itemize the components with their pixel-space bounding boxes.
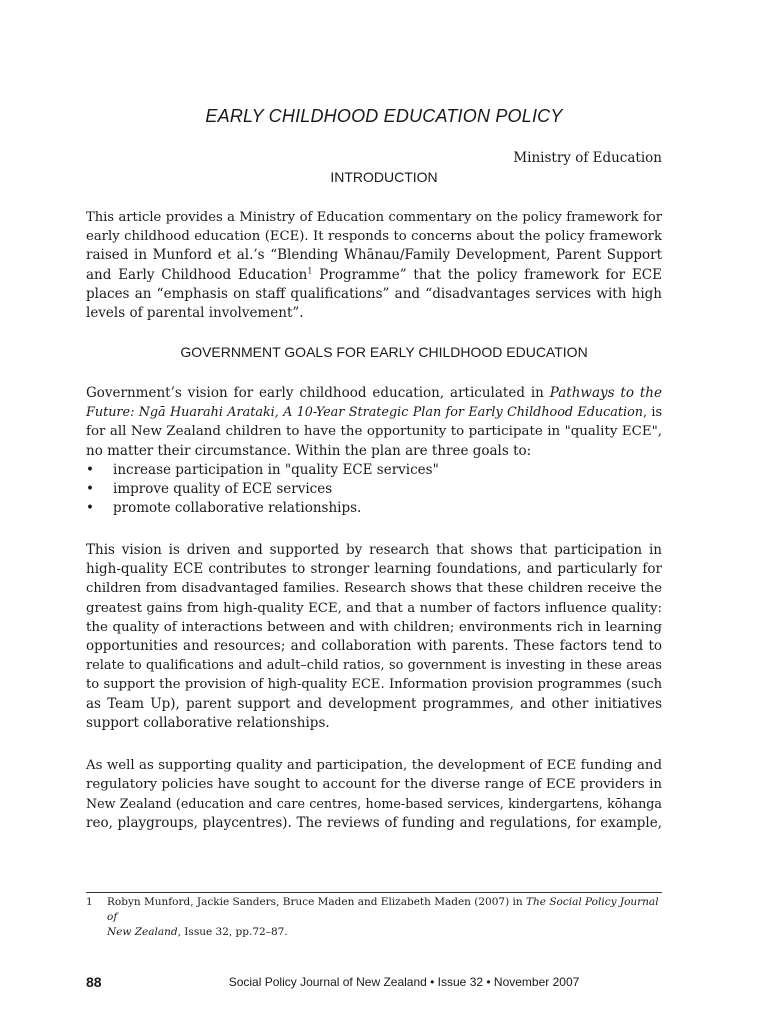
text-line: places an “emphasis on staff qualifications” and “disadvantages services with high xyxy=(86,285,662,302)
text-line: high-quality ECE contributes to stronger learning foundations, and particularly for xyxy=(86,561,662,578)
text-line: for all New Zealand children to have the opportunity to participate in "quality ECE", xyxy=(86,424,662,440)
vision-paragraph xyxy=(86,384,662,461)
footnote-number: 1 xyxy=(86,896,93,908)
text-fragment: , Issue 32, pp.72–87. xyxy=(177,926,288,938)
article-author: Ministry of Education xyxy=(513,150,662,166)
bullet: • xyxy=(86,481,94,498)
intro-paragraph xyxy=(86,208,662,323)
plan-title: Pathways to the xyxy=(549,385,662,401)
plan-title: Future: Ngā Huarahi Arataki, A 10-Year Strategic Plan for Early Childhood Education xyxy=(86,405,643,421)
page-number: 88 xyxy=(86,974,102,990)
journal-title: The Social Policy Journal of xyxy=(107,896,659,923)
bullet: • xyxy=(86,462,94,478)
text-line: early childhood education (ECE). It responds to concerns about the policy framework xyxy=(86,229,662,245)
journal-title: New Zealand xyxy=(107,926,178,938)
text-fragment: Government’s vision for early childhood education, articulated in xyxy=(86,385,544,401)
text-line: regulatory policies have sought to account for the diverse range of ECE providers in xyxy=(86,777,662,793)
list-item-text: promote collaborative relationships. xyxy=(113,500,362,517)
list-item-text: increase participation in "quality ECE services" xyxy=(113,462,439,478)
text-line: reo, playgroups, playcentres). The reviews of funding and regulations, for example, xyxy=(86,814,662,831)
text-line: to support the provision of high-quality ECE. Information provision programmes (such xyxy=(86,677,662,693)
text-line: relate to qualifications and adult–child ratios, so government is investing in these areas xyxy=(86,658,662,674)
text-line: levels of parental involvement”. xyxy=(86,305,304,322)
text-fragment: Robyn Munford, Jackie Sanders, Bruce Maden and Elizabeth Maden (2007) in xyxy=(107,896,523,908)
text-fragment: Programme” that the policy framework for ECE xyxy=(319,266,662,283)
text-line: raised in Munford et al.’s “Blending Whānau/Family Development, Parent Support xyxy=(86,247,662,264)
footnote-text xyxy=(86,895,662,940)
text-line: as Team Up), parent support and development programmes, and other initiatives xyxy=(86,695,662,712)
text-line: support collaborative relationships. xyxy=(86,714,330,731)
list-item xyxy=(86,461,662,480)
list-item-text: improve quality of ECE services xyxy=(113,481,333,498)
article-title: EARLY CHILDHOOD EDUCATION POLICY xyxy=(205,106,563,126)
text-fragment: , is xyxy=(643,405,663,421)
text-line: opportunities and resources; and collaboration with parents. These factors tend to xyxy=(86,638,662,655)
text-line xyxy=(86,384,662,403)
section-heading-government-goals: GOVERNMENT GOALS FOR EARLY CHILDHOOD EDUCATION xyxy=(180,344,588,360)
footnote-divider xyxy=(86,892,662,893)
footnote xyxy=(86,895,662,940)
running-footer: Social Policy Journal of New Zealand • Issue 32 • November 2007 xyxy=(228,975,580,989)
goals-list xyxy=(86,461,662,519)
footnote-ref: 1 xyxy=(307,266,313,276)
support-paragraph xyxy=(86,756,662,833)
bullet: • xyxy=(86,500,94,517)
text-line xyxy=(86,266,662,285)
text-line: children from disadvantaged families. Research shows that these children receive the xyxy=(86,581,662,597)
text-fragment: and Early Childhood Education xyxy=(86,266,308,283)
text-line: no matter their circumstance. Within the plan are three goals to: xyxy=(86,442,532,459)
list-item xyxy=(86,499,662,518)
text-line: the quality of interactions between and with children; environments rich in learning xyxy=(86,619,662,635)
section-heading-introduction: INTRODUCTION xyxy=(330,169,438,185)
text-line: New Zealand (education and care centres, home-based services, kindergartens, kōhanga xyxy=(86,796,662,812)
text-line: greatest gains from high-quality ECE, and that a number of factors influence quality: xyxy=(86,600,662,616)
text-line xyxy=(86,403,662,422)
text-line: As well as supporting quality and participation, the development of ECE funding and xyxy=(86,758,662,773)
list-item xyxy=(86,480,662,499)
text-line: This article provides a Ministry of Education commentary on the policy framework for xyxy=(86,210,662,225)
text-line: This vision is driven and supported by research that shows that participation in xyxy=(86,542,662,558)
research-paragraph xyxy=(86,541,662,733)
